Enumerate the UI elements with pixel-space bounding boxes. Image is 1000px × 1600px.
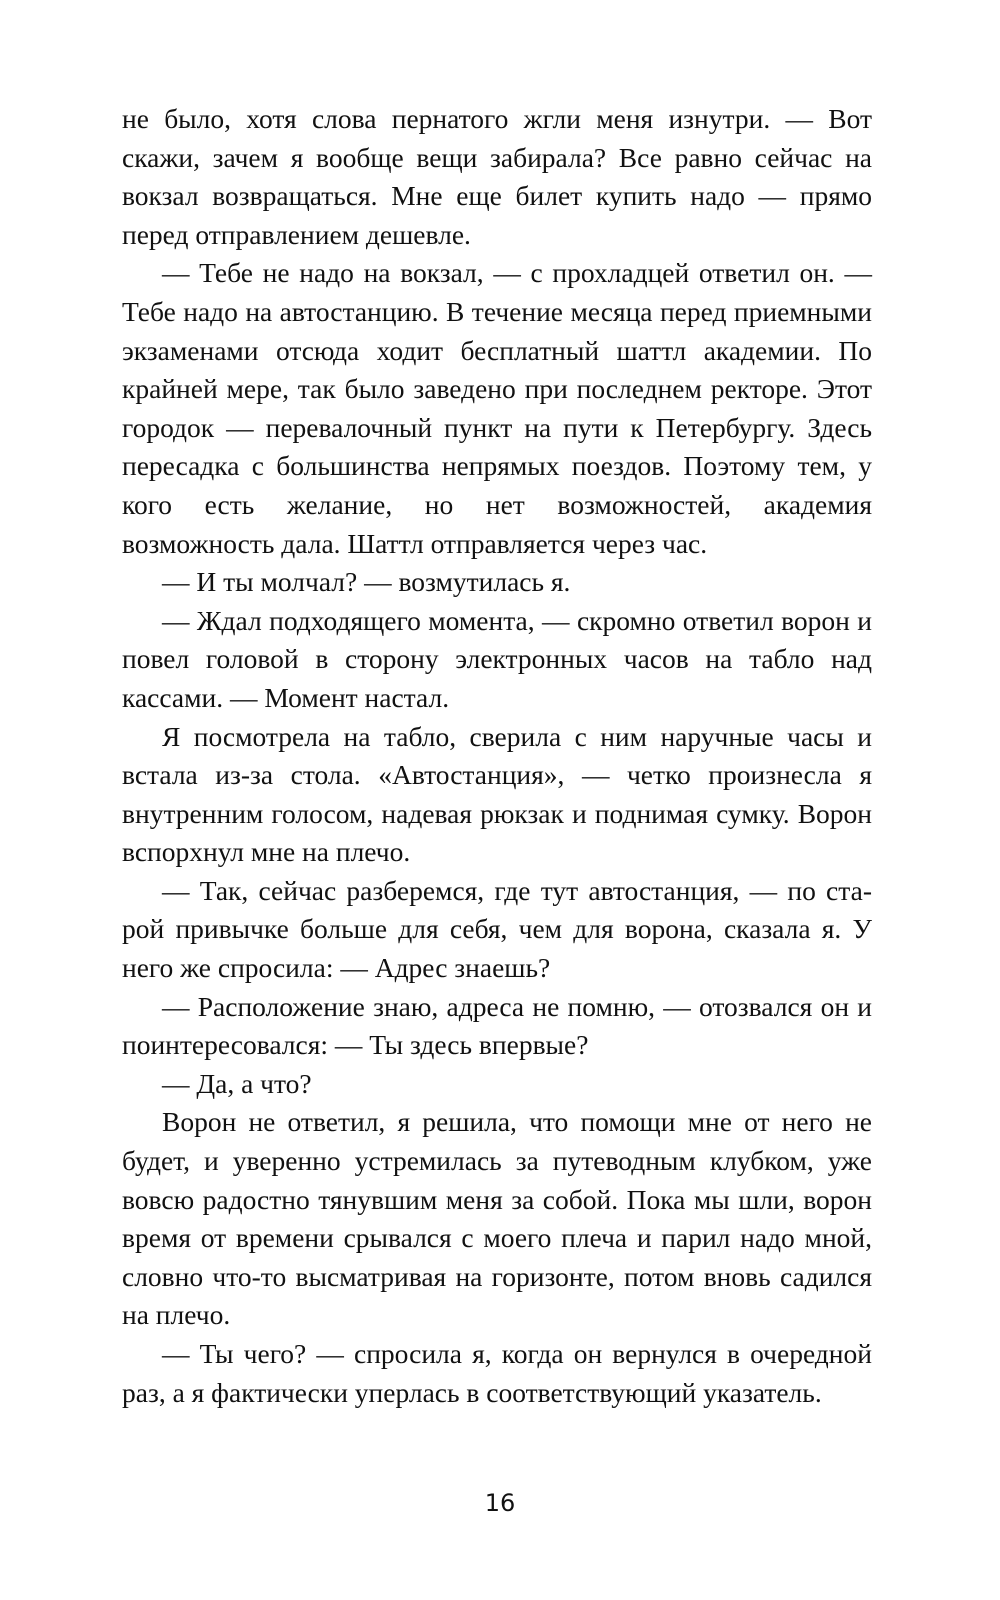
paragraph: — Тебе не надо на вокзал, — с прохладцей ответил он. — Тебе надо на автостанцию. В течение месяца перед приемными экзаменами отсюда ходит бесплатный шаттл академии. По крайней мере, так было заведено при последнем ректоре. Этот городок — перевалочный пункт на пути к Петербургу. Здесь пересадка с большинства непрямых поездов. Поэтому тем, у кого есть желание, но нет возможностей, академия возможность дала. Шаттл отправляется через час. <box>122 257 872 559</box>
paragraph: — Ты чего? — спросила я, когда он вернулся в очередной раз, а я фактически уперлась в соответствующий указатель. <box>122 1338 872 1408</box>
paragraph: не было, хотя слова пернатого жгли меня изнутри. — Вот скажи, зачем я вообще вещи забирала? Все равно сейчас на вокзал возвращаться. Мне еще билет купить надо — прямо перед отправлением дешевле. <box>122 103 872 250</box>
paragraph: — И ты молчал? — возмутилась я. <box>162 566 571 598</box>
book-page-text <box>122 100 872 1412</box>
paragraph: — Расположение знаю, адреса не помню, — отозвался он и поинтересовался: — Ты здесь впервые? <box>122 990 872 1061</box>
page-number: 16 <box>484 1489 516 1517</box>
paragraph: Я посмотрела на табло, сверила с ним наручные часы и встала из-за стола. «Автостанция», — четко произнесла я внутренним голосом, надевая рюкзак и поднимая сумку. Ворон вспорхнул мне на плечо. <box>122 720 872 868</box>
paragraph: — Да, а что? <box>162 1067 312 1099</box>
paragraph: Ворон не ответил, я решила, что помощи мне от него не будет, и уверенно устремилась за путеводным клубком, уже вовсю радостно тянувшим меня за собой. Пока мы шли, ворон время от времени срывался с моего плеча и парил надо мной, словно что-то высматривая на горизонте, потом вновь садился на плечо. <box>122 1106 872 1331</box>
paragraph: — Так, сейчас разберемся, где тут автостанция, — по старой привычке больше для себя, чем для ворона, сказала я. У него же спросила: — Адрес знаешь? <box>122 874 872 984</box>
paragraph: — Ждал подходящего момента, — скромно ответил ворон и повел головой в сторону электронных часов на табло над кассами. — Момент настал. <box>122 604 872 713</box>
